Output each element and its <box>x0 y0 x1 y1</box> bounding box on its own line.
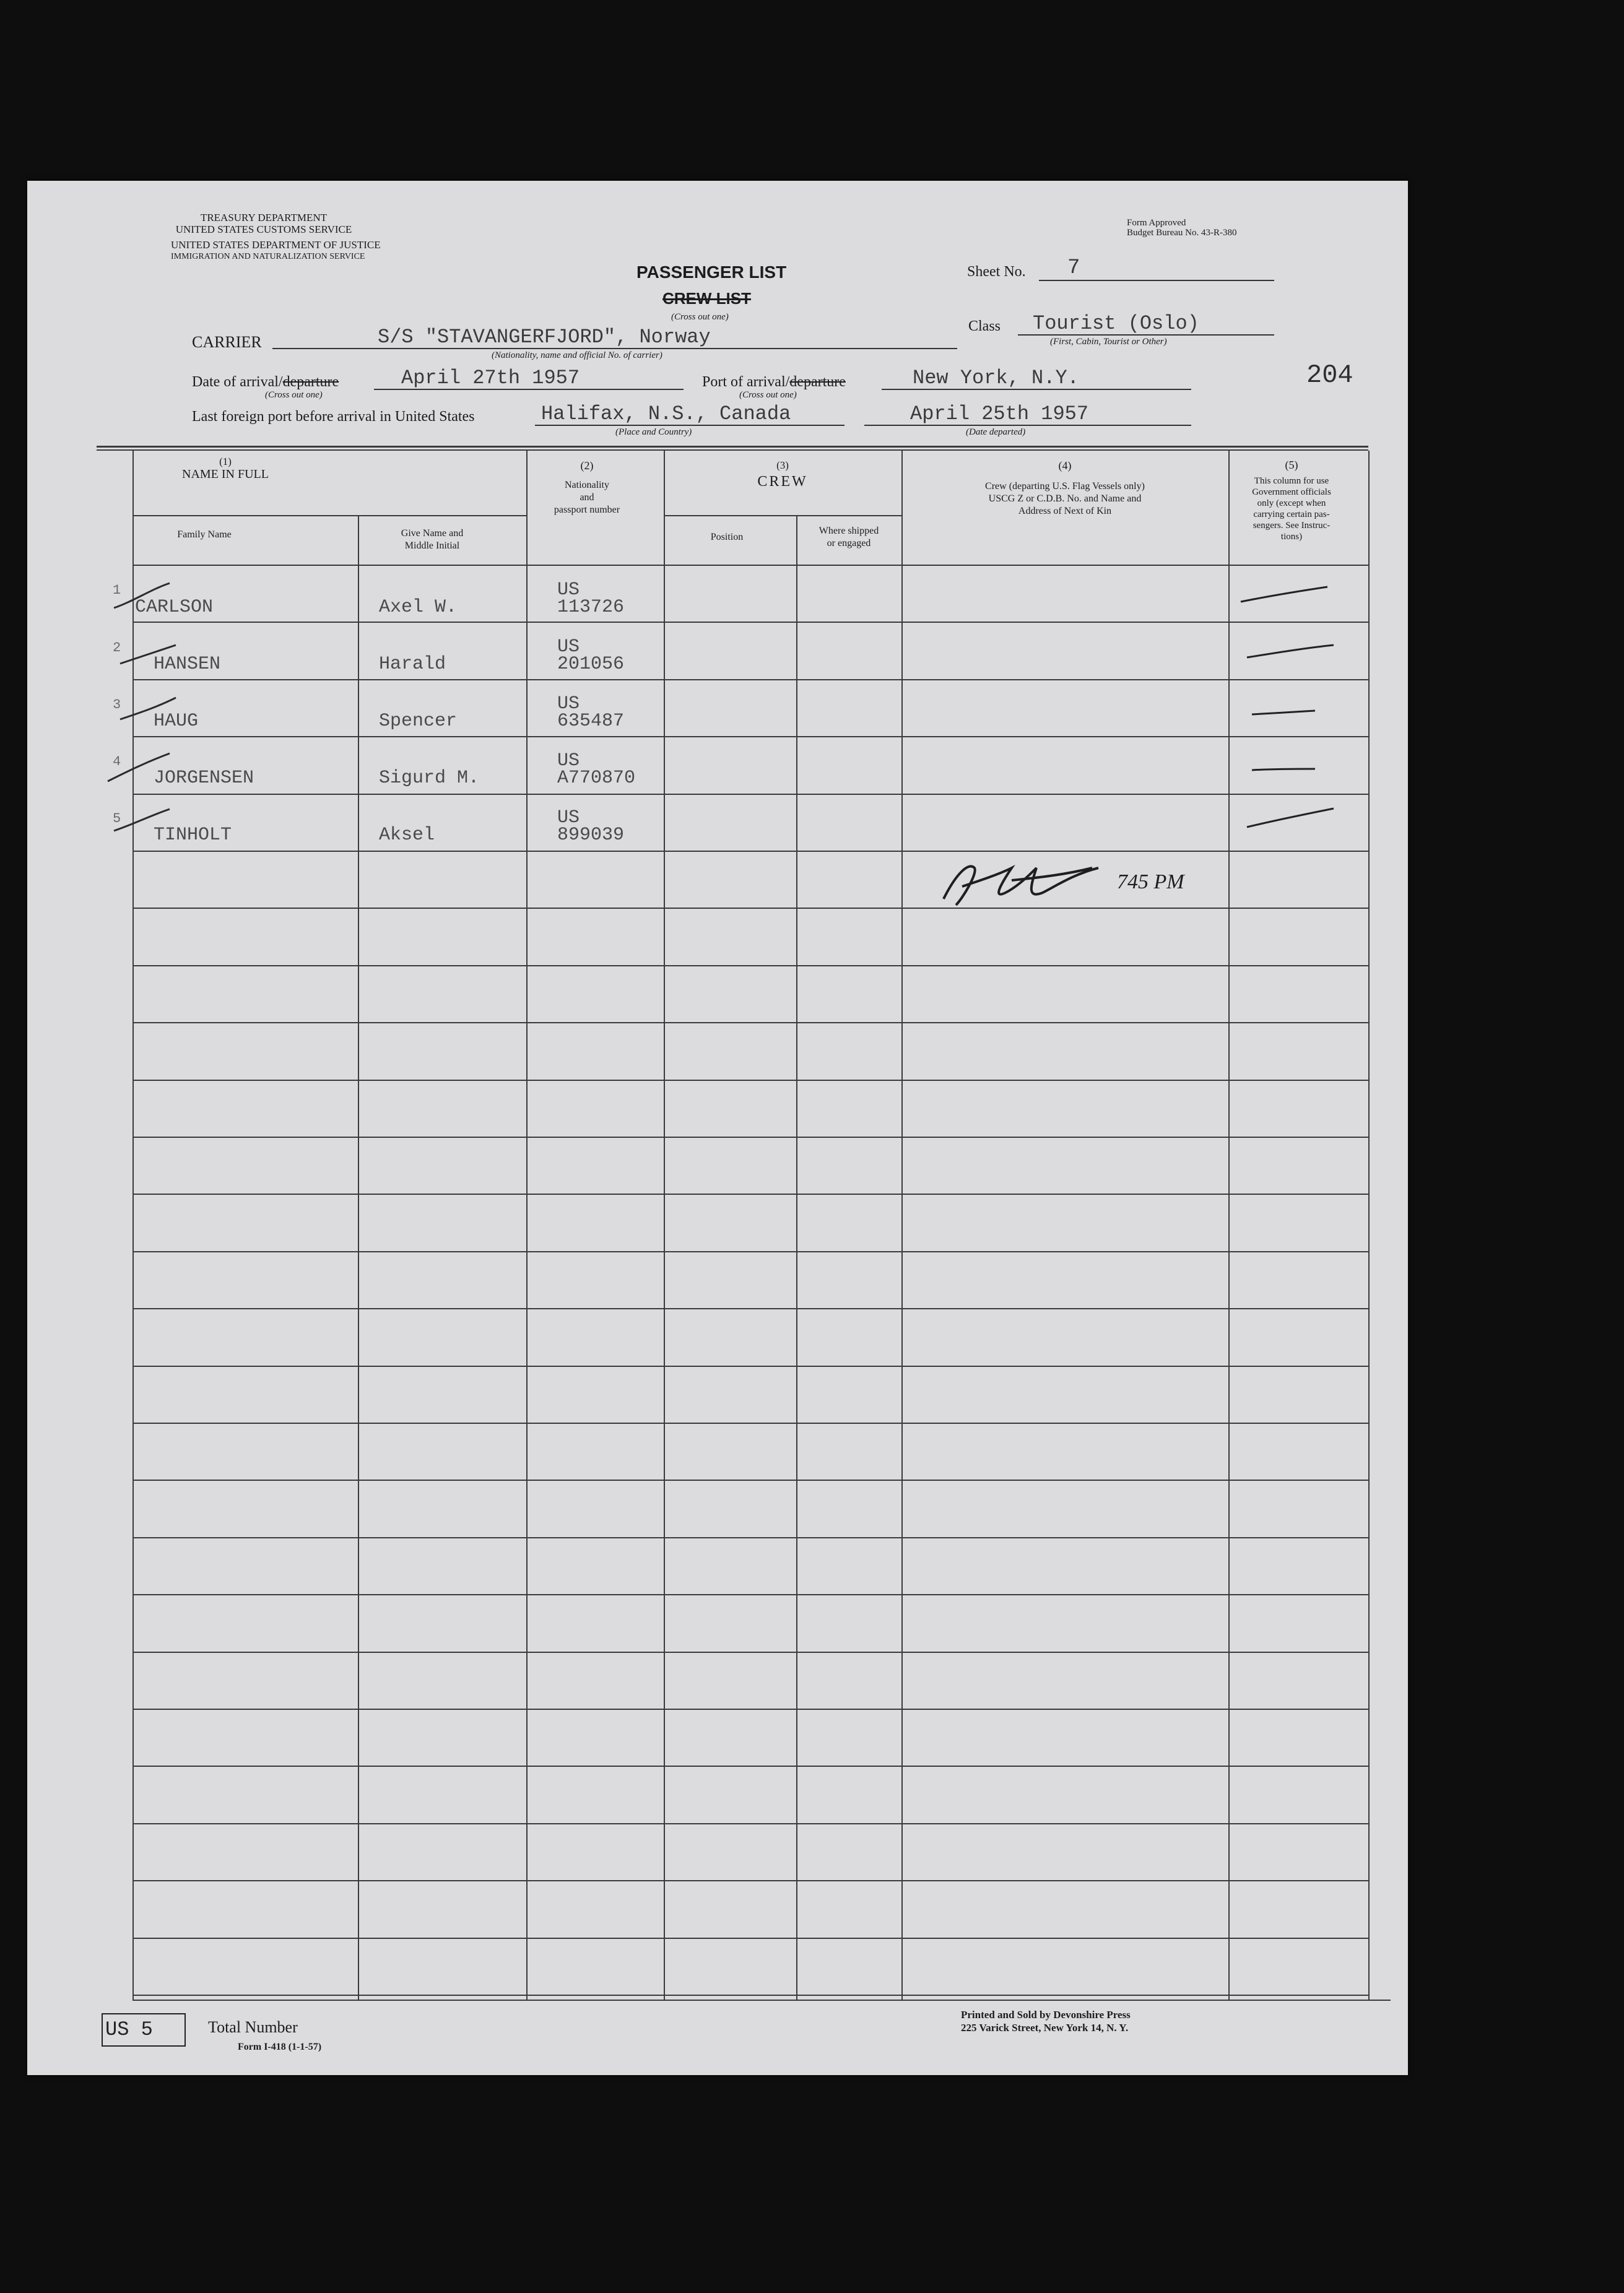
row-number: 1 <box>113 583 121 598</box>
passport-number: 635487 <box>557 711 625 732</box>
port-underline <box>882 389 1191 390</box>
printer-line-1: Printed and Sold by Devonshire Press <box>961 2009 1131 2021</box>
port-crossed: departure <box>789 374 846 390</box>
passport-number: 899039 <box>557 825 625 846</box>
total-value: US 5 <box>105 2018 153 2041</box>
table-header-rule <box>132 565 1368 566</box>
nationality: US <box>557 636 580 657</box>
port-value: New York, N.Y. <box>913 366 1079 389</box>
class-hint: (First, Cabin, Tourist or Other) <box>1050 337 1167 347</box>
col5-header <box>1231 459 1352 542</box>
col4-c: Address of Next of Kin <box>1018 506 1112 516</box>
port-label-text: Port of arrival/ <box>702 374 790 390</box>
col3-position-header: Position <box>710 532 744 542</box>
table-row-rule <box>132 1537 1368 1538</box>
table-row-rule <box>132 1251 1368 1252</box>
col2-number: (2) <box>580 459 594 472</box>
passport-number: 113726 <box>557 597 625 618</box>
col1-given-header <box>358 527 506 552</box>
col3-shipped-header <box>796 525 901 550</box>
col5-dash-marks <box>1235 577 1346 837</box>
total-box <box>102 2013 186 2047</box>
col2-header <box>526 459 648 516</box>
col1-given-b: Middle Initial <box>404 540 460 551</box>
table-row-rule <box>132 622 1368 623</box>
family-name: CARLSON <box>135 597 214 618</box>
nationality: US <box>557 750 580 771</box>
table-row-rule <box>132 1594 1368 1595</box>
last-port-label: Last foreign port before arrival in United States <box>192 409 475 425</box>
row-number: 2 <box>113 640 121 656</box>
row-number: 4 <box>113 754 121 769</box>
table-column-rule <box>901 451 903 2000</box>
col3-shipped-b: or engaged <box>827 538 871 548</box>
col1-title: NAME IN FULL <box>182 467 269 481</box>
crew-list-crossed: CREW LIST <box>662 289 751 308</box>
class-value: Tourist (Oslo) <box>1033 312 1199 335</box>
class-label: Class <box>968 318 1001 334</box>
arrival-label <box>192 374 339 391</box>
nationality: US <box>557 807 580 828</box>
port-label <box>702 374 846 391</box>
table-row-rule <box>132 1880 1368 1881</box>
table-row-rule <box>132 1080 1368 1081</box>
arrival-value: April 27th 1957 <box>401 366 580 389</box>
last-port-hint: (Place and Country) <box>615 427 692 437</box>
family-name: TINHOLT <box>154 825 232 846</box>
sheet-underline <box>1039 280 1274 281</box>
total-label: Total Number <box>208 2018 298 2036</box>
sheet-label: Sheet No. <box>967 264 1026 280</box>
col4-header <box>904 459 1226 518</box>
col5-d: carrying certain pas- <box>1253 509 1330 519</box>
arrival-underline <box>374 389 684 390</box>
col3-sub-rule <box>664 515 901 516</box>
col1-header <box>132 456 318 480</box>
date-departed-underline <box>864 425 1191 426</box>
col3-title: CREW <box>757 474 808 490</box>
table-row-rule <box>132 1366 1368 1367</box>
col3-shipped-a: Where shipped <box>819 526 879 536</box>
col1-number: (1) <box>219 456 232 467</box>
table-row-rule <box>132 1938 1368 1939</box>
given-name: Spencer <box>379 711 458 732</box>
agency-line-1: TREASURY DEPARTMENT <box>200 212 328 223</box>
printer-line-2: 225 Varick Street, New York 14, N. Y. <box>961 2022 1129 2034</box>
table-row-rule <box>132 1995 1368 1996</box>
agency-block <box>171 212 381 262</box>
carrier-hint: (Nationality, name and official No. of carrier) <box>492 350 662 360</box>
given-name: Harald <box>379 654 446 675</box>
col2-b: and <box>580 492 594 503</box>
agency-line-4: IMMIGRATION AND NATURALIZATION SERVICE <box>171 252 365 261</box>
page-title: PASSENGER LIST <box>636 262 787 282</box>
row-number: 3 <box>113 697 121 713</box>
form-approved: Form Approved <box>1127 218 1186 228</box>
carrier-underline <box>272 348 957 349</box>
handwritten-signature <box>919 849 1266 917</box>
date-departed-value: April 25th 1957 <box>910 402 1089 425</box>
given-name: Aksel <box>379 825 435 846</box>
class-underline <box>1018 334 1274 336</box>
table-row-rule <box>132 794 1368 795</box>
col1-given-a: Give Name and <box>401 528 464 539</box>
cross-out-hint: (Cross out one) <box>671 312 729 322</box>
given-name: Sigurd M. <box>379 768 480 789</box>
nationality: US <box>557 579 580 600</box>
table-row-rule <box>132 1137 1368 1138</box>
family-name: JORGENSEN <box>154 768 254 789</box>
table-row-rule <box>132 1308 1368 1309</box>
table-row-rule <box>132 1480 1368 1481</box>
printer-block <box>961 2008 1131 2034</box>
sheet-value: 7 <box>1067 256 1080 280</box>
table-row-rule <box>132 1709 1368 1710</box>
page-number: 204 <box>1306 360 1353 390</box>
col5-b: Government officials <box>1252 487 1331 497</box>
col1-sub-rule <box>132 515 526 516</box>
budget-bureau: Budget Bureau No. 43-R-380 <box>1127 228 1237 238</box>
table-row-rule <box>132 1823 1368 1824</box>
col5-e: sengers. See Instruc- <box>1253 521 1331 531</box>
col1-family-header: Family Name <box>177 529 232 540</box>
agency-line-3: UNITED STATES DEPARTMENT OF JUSTICE <box>171 239 381 251</box>
col4-number: (4) <box>1058 459 1072 472</box>
passport-number: 201056 <box>557 654 625 675</box>
table-row-rule <box>132 965 1368 966</box>
table-column-rule <box>358 515 359 2000</box>
family-name: HAUG <box>154 711 199 732</box>
passport-number: A770870 <box>557 768 636 789</box>
table-row-rule <box>132 679 1368 680</box>
table-row-rule <box>132 1022 1368 1023</box>
table-bottom-rule <box>132 2000 1391 2001</box>
table-column-rule <box>526 451 528 2000</box>
arrival-cross-hint: (Cross out one) <box>265 390 323 400</box>
col3-number: (3) <box>776 459 789 471</box>
col3-header <box>665 459 900 488</box>
signature-time: 745 PM <box>1117 870 1184 893</box>
given-name: Axel W. <box>379 597 458 618</box>
col2-c: passport number <box>554 505 620 515</box>
form-approved-block <box>1127 218 1236 238</box>
agency-line-2: UNITED STATES CUSTOMS SERVICE <box>175 223 352 235</box>
table-top-rule-1 <box>97 446 1368 448</box>
form-sheet <box>27 181 1408 2075</box>
table-row-rule <box>132 736 1368 737</box>
carrier-value: S/S "STAVANGERFJORD", Norway <box>378 326 711 349</box>
row-number: 5 <box>113 811 121 826</box>
col4-b: USCG Z or C.D.B. No. and Name and <box>988 493 1142 504</box>
table-column-rule <box>796 515 797 2000</box>
table-column-rule <box>664 451 665 2000</box>
table-top-rule-2 <box>97 449 1368 451</box>
last-port-underline <box>535 425 845 426</box>
carrier-label: CARRIER <box>192 333 262 351</box>
port-cross-hint: (Cross out one) <box>739 390 797 400</box>
col2-a: Nationality <box>565 480 609 490</box>
nationality: US <box>557 693 580 714</box>
col5-c: only (except when <box>1257 498 1326 508</box>
col5-a: This column for use <box>1254 476 1329 486</box>
col4-a: Crew (departing U.S. Flag Vessels only) <box>985 481 1145 492</box>
table-column-rule <box>1368 451 1370 2000</box>
family-name: HANSEN <box>154 654 221 675</box>
handwritten-check-marks <box>77 565 188 862</box>
table-row-rule <box>132 1766 1368 1767</box>
col5-number: (5) <box>1285 459 1298 471</box>
date-departed-hint: (Date departed) <box>966 427 1026 437</box>
table-row-rule <box>132 1194 1368 1195</box>
last-port-value: Halifax, N.S., Canada <box>541 402 791 425</box>
table-row-rule <box>132 1423 1368 1424</box>
arrival-label-text: Date of arrival/ <box>192 374 283 390</box>
col5-f: tions) <box>1280 532 1303 542</box>
arrival-crossed: departure <box>282 374 339 390</box>
form-number: Form I-418 (1-1-57) <box>238 2042 322 2052</box>
table-column-rule <box>1228 451 1230 2000</box>
table-row-rule <box>132 1652 1368 1653</box>
